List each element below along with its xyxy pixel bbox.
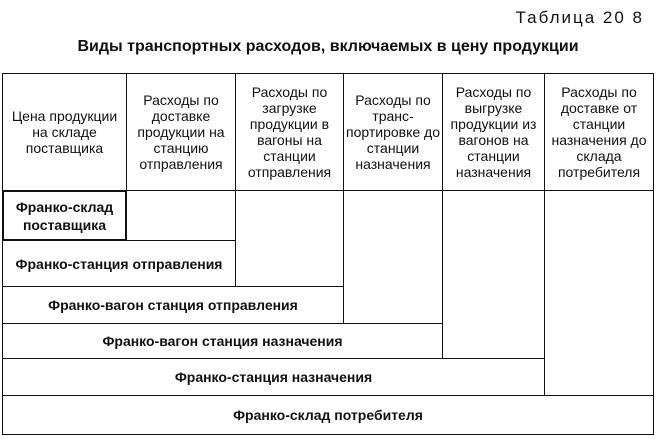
- empty-cell: [126, 190, 236, 241]
- column-header-3: Расходы по загрузке продукции в вагоны на станции отправления: [235, 73, 344, 191]
- empty-cell: [442, 190, 545, 359]
- term-bar-franco-wagon-destination: Франко-вагон станция назначения: [2, 323, 443, 359]
- column-header-5: Расходы по выгрузке продукции из вагонов на станции назначения: [442, 73, 545, 191]
- term-bar-franco-wagon-departure: Франко-вагон станция отправления: [2, 286, 344, 324]
- empty-cell: [544, 190, 654, 396]
- term-bar-franco-warehouse-consumer: Франко-склад потребителя: [2, 395, 654, 435]
- empty-cell: [343, 190, 443, 324]
- column-header-6: Расходы по доставке от станции назначения до склада потребителя: [544, 73, 654, 191]
- table-title: Виды транспортных расходов, включаемых в цену продукции: [77, 38, 579, 55]
- column-header-4: Расходы по транс-портировке до станции назначения: [343, 73, 443, 191]
- column-header-1: Цена продукции на складе поставщика: [2, 73, 127, 191]
- term-bar-franco-station-departure: Франко-станция отправления: [2, 240, 236, 287]
- term-bar-franco-warehouse-supplier: Франко-склад поставщика: [2, 190, 127, 241]
- delivery-terms-table: [2, 73, 654, 435]
- table-number: Таблица 20 8: [515, 8, 644, 27]
- term-bar-franco-station-destination: Франко-станция назначения: [2, 358, 545, 396]
- column-header-2: Расходы по доставке продукции на станцию отправления: [126, 73, 236, 191]
- empty-cell: [235, 190, 344, 287]
